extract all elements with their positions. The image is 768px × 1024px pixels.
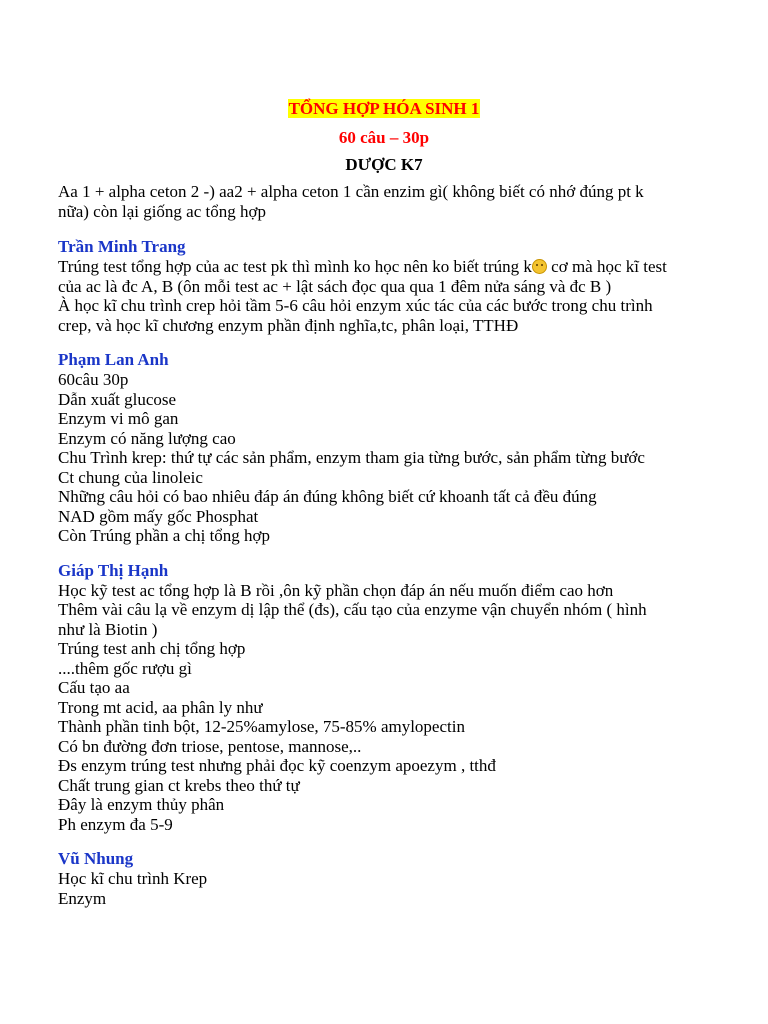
section-line: [58, 257, 710, 277]
section-line: Còn Trúng phần a chị tổng hợp: [58, 526, 271, 545]
author-name: Trần Minh Trang: [58, 237, 186, 256]
title-block: [58, 99, 710, 119]
section-line: 60câu 30p: [58, 370, 129, 389]
section-line: Enzym có năng lượng cao: [58, 428, 236, 448]
section-line: Những câu hỏi có bao nhiêu đáp án đúng không biết cứ khoanh tất cả đều đúng: [58, 487, 597, 506]
section-line: Thêm vài câu lạ về enzym dị lập thể (đs), cấu tạo của enzyme vận chuyển nhóm ( hình: [58, 600, 647, 619]
section-line: Đây là enzym thủy phân: [58, 795, 225, 814]
section-line: như là Biotin ): [58, 619, 158, 639]
section-line: Học kĩ chu trình Krep: [58, 869, 208, 888]
author-name: Phạm Lan Anh: [58, 350, 169, 369]
author-name: Giáp Thị Hạnh: [58, 560, 169, 580]
intro-line: Aa 1 + alpha ceton 2 -) aa2 + alpha ceton 1 cần enzim gì( không biết có nhớ đúng pt k: [58, 182, 644, 201]
section-line: Enzym: [58, 888, 107, 908]
section-line: Trúng test anh chị tổng hợp: [58, 639, 246, 658]
section-line: Ct chung của linoleic: [58, 467, 203, 487]
section-line: Ph enzym đa 5-9: [58, 814, 173, 834]
section-vu-nhung: [58, 849, 710, 908]
thinking-face-icon: [532, 259, 547, 274]
section-line: Enzym vi mô gan: [58, 409, 179, 428]
section-line: À học kĩ chu trình crep hỏi tầm 5-6 câu hỏi enzym xúc tác của các bước trong chu trình: [58, 296, 653, 315]
section-line: Chu Trình krep: thứ tự các sản phẩm, enzym tham gia từng bước, sản phẩm từng bước: [58, 448, 645, 467]
section-line: Đs enzym trúng test nhưng phải đọc kỹ coenzym apoezym , tthđ: [58, 756, 496, 775]
line-text: Trúng test tổng hợp của ac test pk thì mình ko học nên ko biết trúng k: [58, 257, 532, 276]
intro-paragraph: [58, 182, 710, 222]
section-line: ....thêm gốc rượu gì: [58, 658, 192, 678]
section-line: NAD gồm mấy gốc Phosphat: [58, 506, 259, 526]
author-name: Vũ Nhung: [58, 849, 134, 868]
section-line: Cấu tạo aa: [58, 678, 130, 697]
section-line: Chất trung gian ct krebs theo thứ tự: [58, 775, 300, 795]
section-line: Thành phần tinh bột, 12-25%amylose, 75-85% amylopectin: [58, 717, 465, 736]
section-line: Học kỹ test ac tổng hợp là B rồi ,ôn kỹ phần chọn đáp án nếu muốn điểm cao hơn: [58, 580, 614, 600]
section-line: Có bn đường đơn triose, pentose, mannose,..: [58, 736, 362, 756]
section-giap-thi-hanh: [58, 561, 710, 835]
section-line: crep, và học kĩ chương enzym phần định nghĩa,tc, phân loại, TTHĐ: [58, 315, 519, 335]
document-subtitle: 60 câu – 30p: [338, 128, 430, 147]
line-text: cơ mà học kĩ test: [546, 257, 667, 276]
section-tran-minh-trang: [58, 237, 710, 335]
section-line: Dẫn xuất glucose: [58, 389, 177, 409]
section-line: Trong mt acid, aa phân ly như: [58, 697, 263, 717]
intro-line: nữa) còn lại giống ac tổng hợp: [58, 202, 266, 221]
section-pham-lan-anh: [58, 350, 710, 546]
document-title: TỔNG HỢP HÓA SINH 1: [288, 99, 480, 118]
class-label: DƯỢC K7: [345, 155, 423, 174]
section-line: của ac là đc A, B (ôn mỗi test ac + lật sách đọc qua qua 1 đêm nửa sáng và đc B ): [58, 276, 612, 296]
